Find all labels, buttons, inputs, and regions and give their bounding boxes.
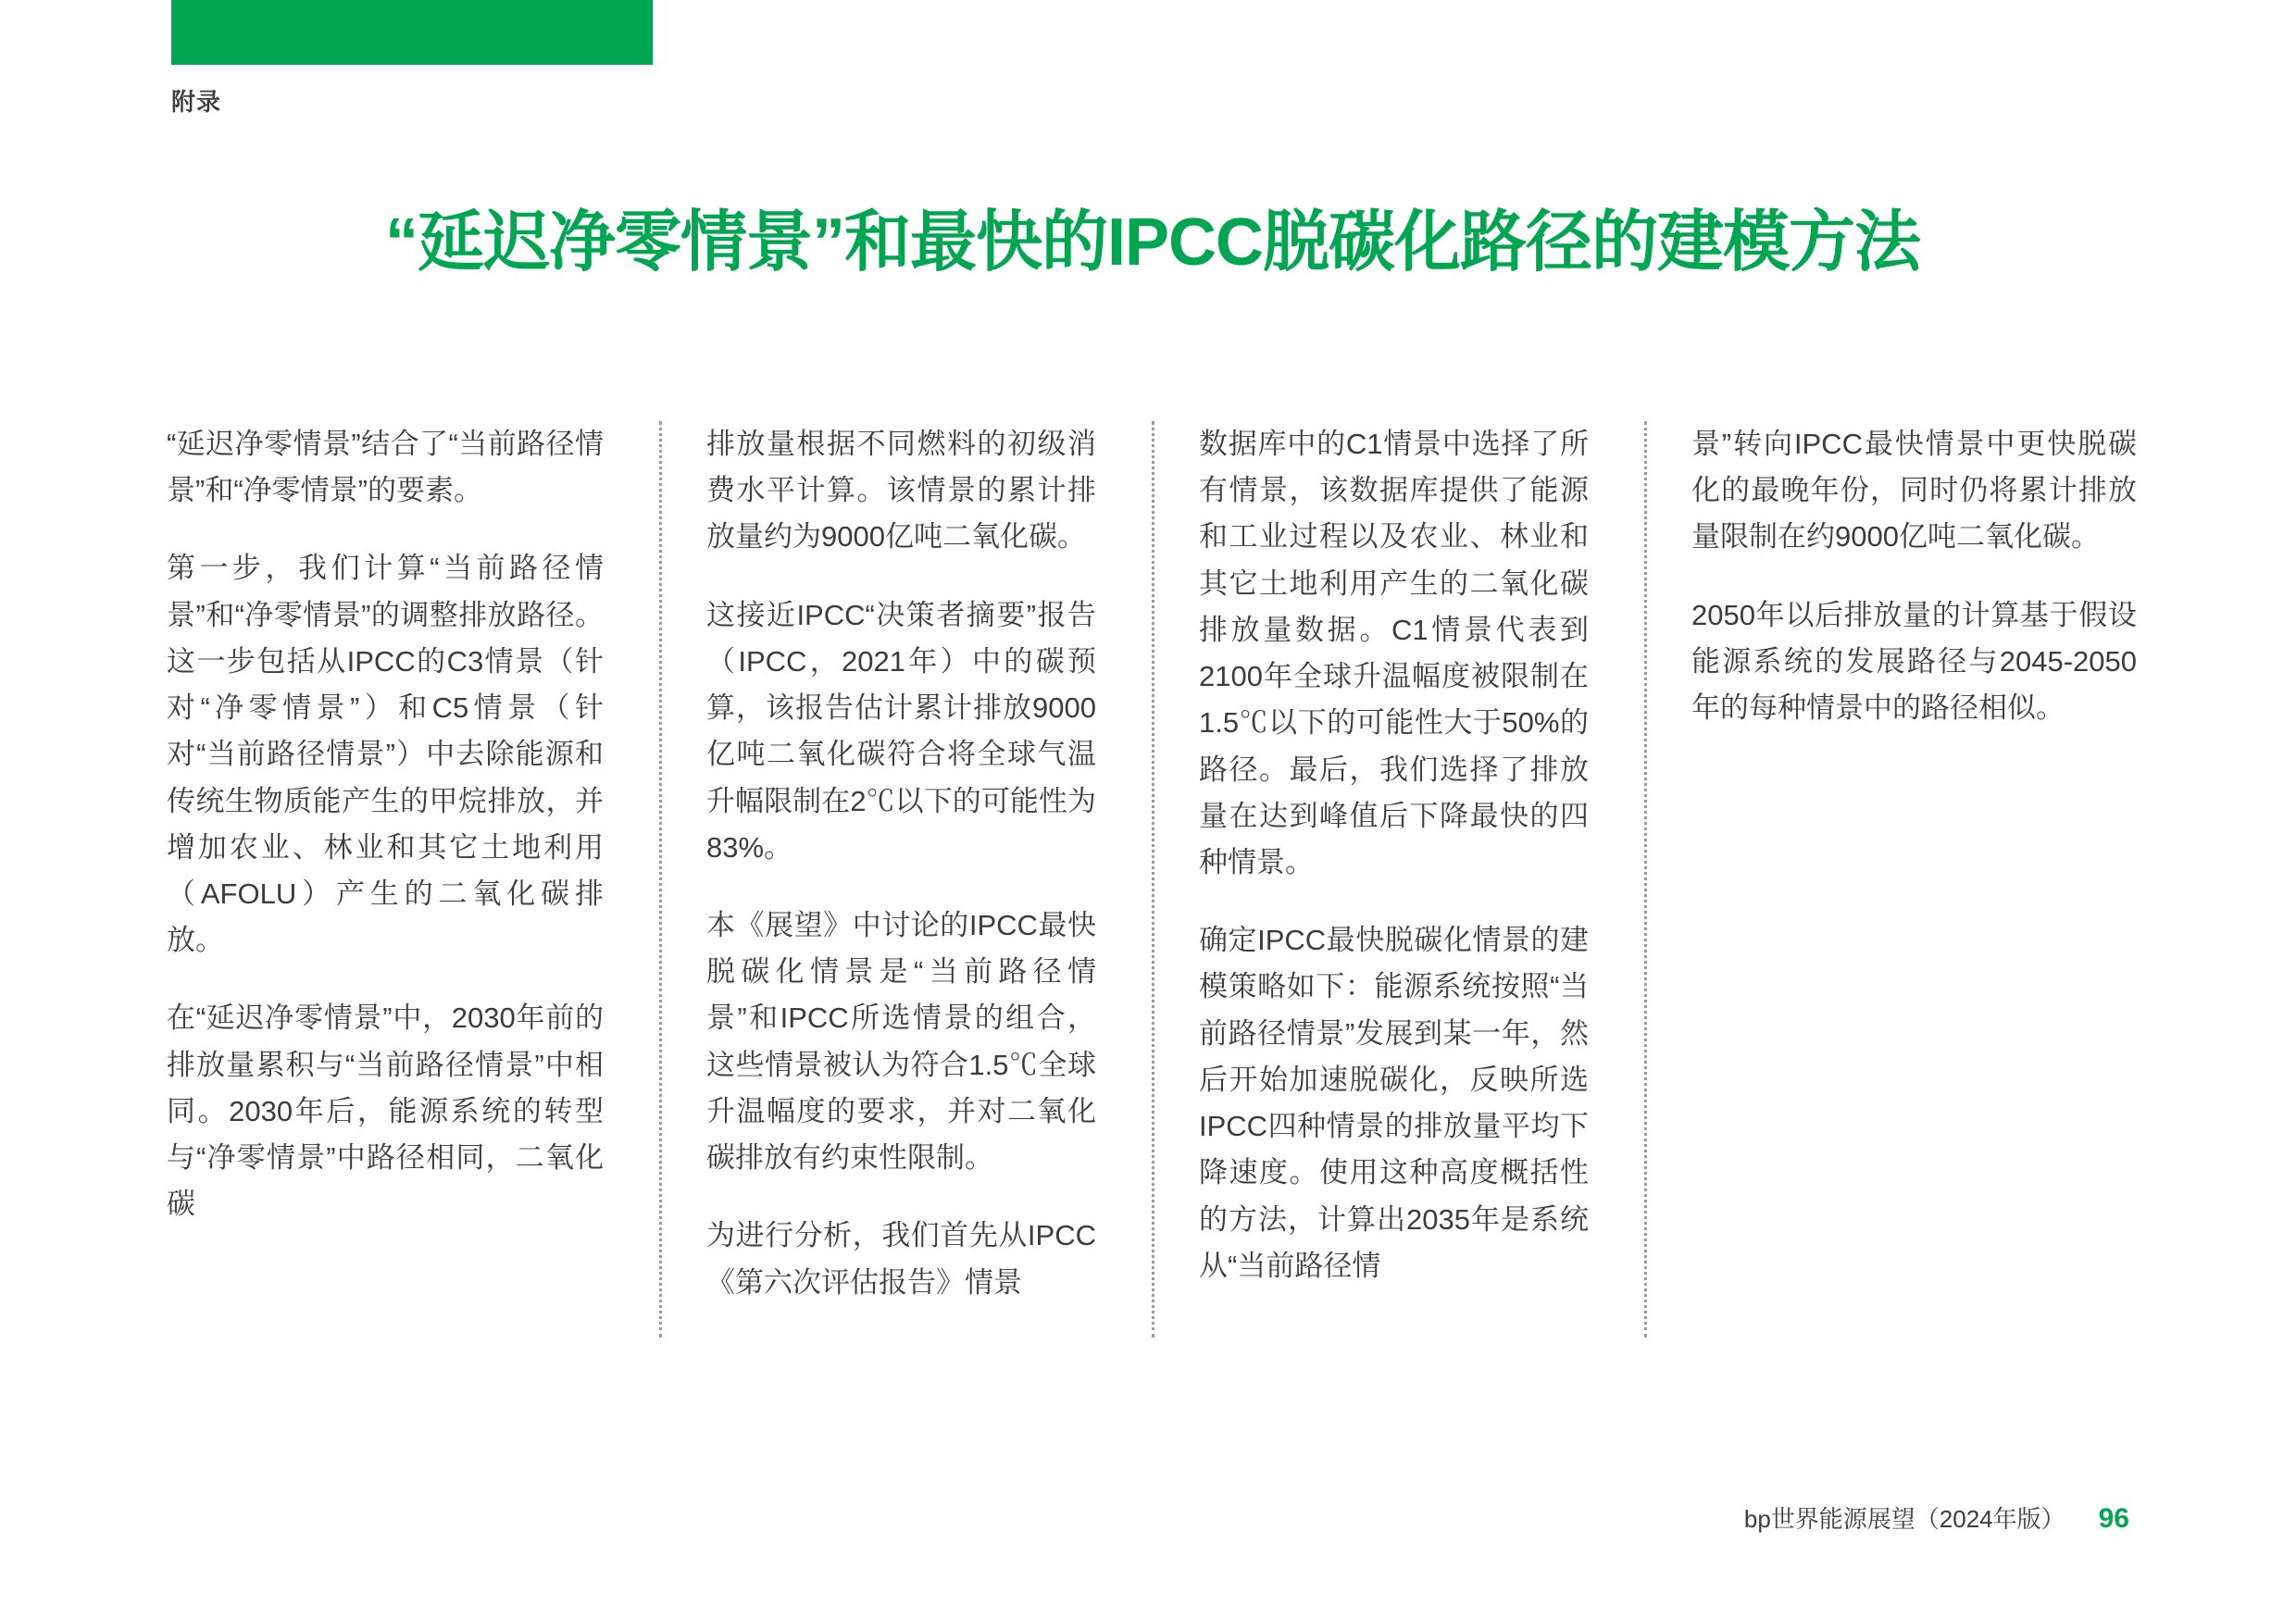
paragraph: 数据库中的C1情景中选择了所有情景，该数据库提供了能源和工业过程以及农业、林业和其它土地利用产生的二氧化碳排放量数据。C1情景代表到2100年全球升温幅度被限制在1.5℃以下的可能性大于50%的路径。最后，我们选择了排放量在达到峰值后下降最快的四种情景。 xyxy=(1199,428,1589,878)
paragraph: “延迟净零情景”结合了“当前路径情景”和“净零情景”的要素。 xyxy=(167,428,604,507)
text-column-1 xyxy=(167,421,659,1338)
paragraph: 第一步，我们计算“当前路径情景”和“净零情景”的调整排放路径。这一步包括从IPCC的C3情景（针对“净零情景”）和C5情景（针对“当前路径情景”）中去除能源和传统生物质能产生的甲烷排放，并增加农业、林业和其它土地利用（AFOLU）产生的二氧化碳排放。 xyxy=(167,552,604,957)
paragraph: 为进行分析，我们首先从IPCC《第六次评估报告》情景 xyxy=(706,1219,1096,1299)
text-column-4 xyxy=(1644,421,2137,1338)
page-title: “延迟净零情景”和最快的IPCC脱碳化路径的建模方法 xyxy=(384,205,1921,280)
paragraph: 确定IPCC最快脱碳化情景的建模策略如下：能源系统按照“当前路径情景”发展到某一年，然后开始加速脱碳化，反映所选IPCC四种情景的排放量平均下降速度。使用这种高度概括性的方法，计算出2035年是系统从“当前路径情 xyxy=(1199,924,1589,1282)
footer-source: bp世界能源展望（2024年版） xyxy=(1743,1505,2065,1533)
paragraph: 2050年以后排放量的计算基于假设能源系统的发展路径与2045-2050年的每种情景中的路径相似。 xyxy=(1691,598,2137,725)
text-column-2 xyxy=(659,421,1152,1338)
section-label: 附录 xyxy=(171,88,222,116)
text-column-3 xyxy=(1152,421,1644,1338)
page-footer xyxy=(1744,1500,2129,1535)
article-columns xyxy=(167,421,2139,1338)
paragraph: 本《展望》中讨论的IPCC最快脱碳化情景是“当前路径情景”和IPCC所选情景的组合，这些情景被认为符合1.5℃全球升温幅度的要求，并对二氧化碳排放有约束性限制。 xyxy=(706,908,1096,1175)
paragraph: 景”转向IPCC最快情景中更快脱碳化的最晚年份，同时仍将累计排放量限制在约9000亿吨二氧化碳。 xyxy=(1691,428,2137,554)
paragraph: 在“延迟净零情景”中，2030年前的排放量累积与“当前路径情景”中相同。2030年后，能源系统的转型与“净零情景”中路径相同，二氧化碳 xyxy=(167,1002,604,1221)
paragraph: 排放量根据不同燃料的初级消费水平计算。该情景的累计排放量约为9000亿吨二氧化碳。 xyxy=(706,428,1096,554)
paragraph: 这接近IPCC“决策者摘要”报告（IPCC，2021年）中的碳预算，该报告估计累计排放9000亿吨二氧化碳符合将全球气温升幅限制在2℃以下的可能性为83%。 xyxy=(706,598,1096,864)
page-number: 96 xyxy=(2098,1503,2129,1534)
green-accent-bar xyxy=(171,0,653,65)
